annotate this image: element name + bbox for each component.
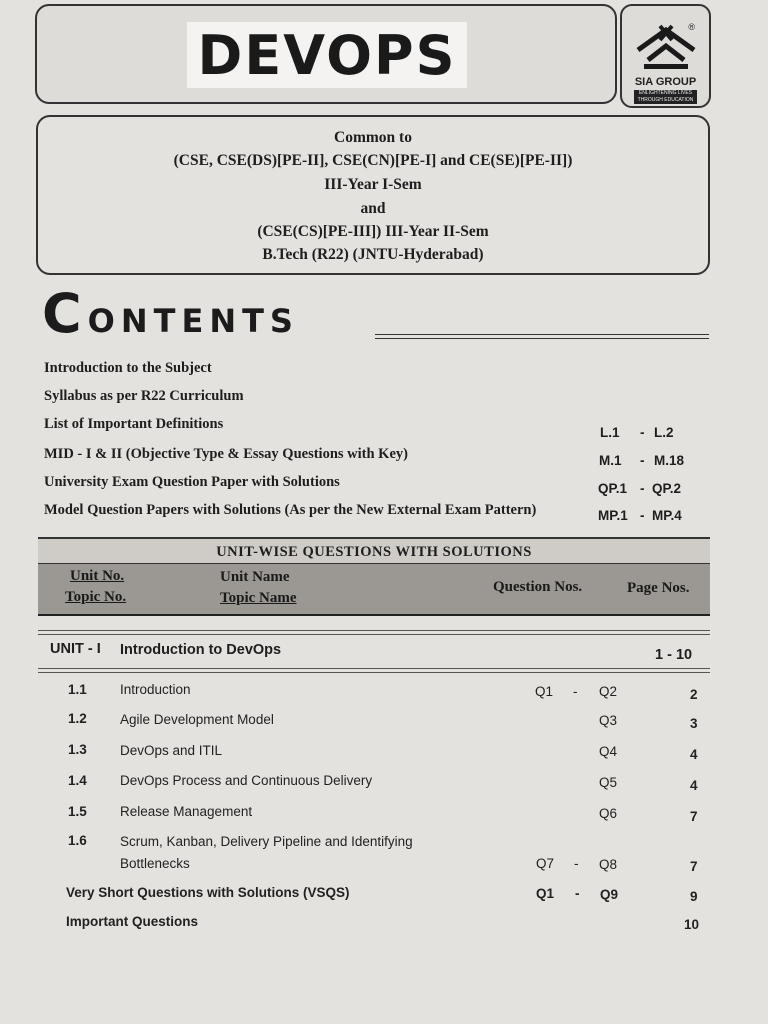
question-to: Q6 bbox=[599, 806, 618, 821]
vsqs-title: Very Short Questions with Solutions (VSQS) bbox=[66, 885, 350, 900]
question-dash: - bbox=[573, 684, 578, 699]
question-from: Q7 bbox=[536, 856, 555, 871]
topic-name: DevOps Process and Continuous Delivery bbox=[120, 773, 373, 788]
unit-name: Introduction to DevOps bbox=[120, 642, 282, 658]
page-no: 7 bbox=[690, 859, 698, 874]
topic-no: 1.3 bbox=[68, 742, 87, 757]
title-banner bbox=[35, 4, 617, 104]
question-from: Q1 bbox=[536, 886, 555, 901]
page-to: QP.2 bbox=[652, 481, 682, 496]
table-header bbox=[38, 563, 710, 616]
contents-heading-rest: ONTENTS bbox=[87, 302, 299, 340]
logo-name: SIA GROUP bbox=[634, 76, 697, 88]
rule bbox=[38, 630, 710, 631]
heading-rule bbox=[375, 338, 709, 339]
course-line: (CSE, CSE(DS)[PE-II], CSE(CN)[PE-I] and CE(SE)[PE-II]) bbox=[173, 152, 573, 169]
question-to: Q3 bbox=[599, 713, 618, 728]
course-line: Common to bbox=[334, 129, 412, 146]
unit-pages: 1 - 10 bbox=[655, 647, 693, 663]
page-no: 10 bbox=[684, 917, 700, 932]
topic-name: Scrum, Kanban, Delivery Pipeline and Identifying bbox=[120, 834, 413, 849]
page-to: MP.4 bbox=[652, 508, 682, 523]
rule bbox=[38, 634, 710, 635]
topic-no: 1.1 bbox=[68, 682, 87, 697]
rule bbox=[38, 672, 710, 673]
question-dash: - bbox=[575, 886, 580, 901]
col-question-nos: Question Nos. bbox=[493, 579, 583, 595]
page-to: M.18 bbox=[654, 453, 685, 468]
front-matter-item: University Exam Question Paper with Solutions bbox=[44, 474, 340, 490]
course-line: B.Tech (R22) (JNTU-Hyderabad) bbox=[262, 246, 484, 263]
page-no: 3 bbox=[690, 716, 698, 731]
topic-name: Agile Development Model bbox=[120, 712, 274, 727]
heading-rule bbox=[375, 334, 709, 335]
unit-wise-title: UNIT-WISE QUESTIONS WITH SOLUTIONS bbox=[38, 537, 710, 565]
registered-mark: ® bbox=[688, 22, 695, 32]
question-to: Q2 bbox=[599, 684, 618, 699]
col-unit-no: Unit No. bbox=[70, 568, 125, 584]
page-from: MP.1 bbox=[598, 508, 628, 523]
page-dash: - bbox=[640, 508, 645, 523]
publisher-logo bbox=[620, 4, 711, 108]
topic-no: 1.4 bbox=[68, 773, 87, 788]
page-no: 4 bbox=[690, 778, 698, 793]
topic-name: DevOps and ITIL bbox=[120, 743, 223, 758]
rule bbox=[38, 668, 710, 669]
topic-name-cont: Bottlenecks bbox=[120, 856, 190, 871]
front-matter-item: Model Question Papers with Solutions (As per the New External Exam Pattern) bbox=[44, 502, 537, 518]
topic-no: 1.5 bbox=[68, 804, 87, 819]
page-no: 4 bbox=[690, 747, 698, 762]
course-line: (CSE(CS)[PE-III]) III-Year II-Sem bbox=[257, 223, 489, 240]
question-to: Q9 bbox=[600, 887, 619, 902]
title-plate bbox=[187, 22, 467, 88]
course-line: III-Year I-Sem bbox=[324, 176, 422, 193]
sia-emblem-icon bbox=[634, 20, 698, 74]
col-page-nos: Page Nos. bbox=[627, 580, 690, 596]
page-dash: - bbox=[640, 481, 645, 496]
col-topic-name: Topic Name bbox=[220, 590, 297, 606]
topic-no: 1.2 bbox=[68, 711, 87, 726]
course-line: and bbox=[360, 200, 386, 217]
page-from: L.1 bbox=[600, 425, 620, 440]
important-questions-title: Important Questions bbox=[66, 914, 199, 929]
col-topic-no: Topic No. bbox=[65, 589, 127, 605]
book-title: DEVOPS bbox=[197, 23, 457, 87]
page-no: 9 bbox=[690, 889, 698, 904]
topic-no: 1.6 bbox=[68, 833, 87, 848]
course-info-box bbox=[36, 115, 710, 275]
page-to: L.2 bbox=[654, 425, 674, 440]
col-unit-name: Unit Name bbox=[220, 569, 290, 585]
unit-label: UNIT - I bbox=[50, 641, 101, 657]
question-to: Q5 bbox=[599, 775, 618, 790]
front-matter-item: Introduction to the Subject bbox=[44, 360, 212, 376]
page-no: 2 bbox=[690, 687, 698, 702]
page-from: M.1 bbox=[599, 453, 622, 468]
front-matter-item: Syllabus as per R22 Curriculum bbox=[44, 388, 244, 404]
page-from: QP.1 bbox=[598, 481, 628, 496]
topic-name: Release Management bbox=[120, 804, 253, 819]
page-no: 7 bbox=[690, 809, 698, 824]
contents-heading-initial: C bbox=[42, 282, 88, 345]
page-dash: - bbox=[640, 453, 645, 468]
topic-name: Introduction bbox=[120, 682, 191, 697]
question-dash: - bbox=[574, 856, 579, 871]
front-matter-item: MID - I & II (Objective Type & Essay Questions with Key) bbox=[44, 446, 408, 462]
question-to: Q8 bbox=[599, 857, 618, 872]
page-dash: - bbox=[640, 425, 645, 440]
question-from: Q1 bbox=[535, 684, 554, 699]
front-matter-item: List of Important Definitions bbox=[44, 416, 224, 432]
contents-heading bbox=[42, 282, 299, 345]
logo-tagline: ENLIGHTENING LIVES THROUGH EDUCATION bbox=[634, 90, 697, 104]
question-to: Q4 bbox=[599, 744, 618, 759]
